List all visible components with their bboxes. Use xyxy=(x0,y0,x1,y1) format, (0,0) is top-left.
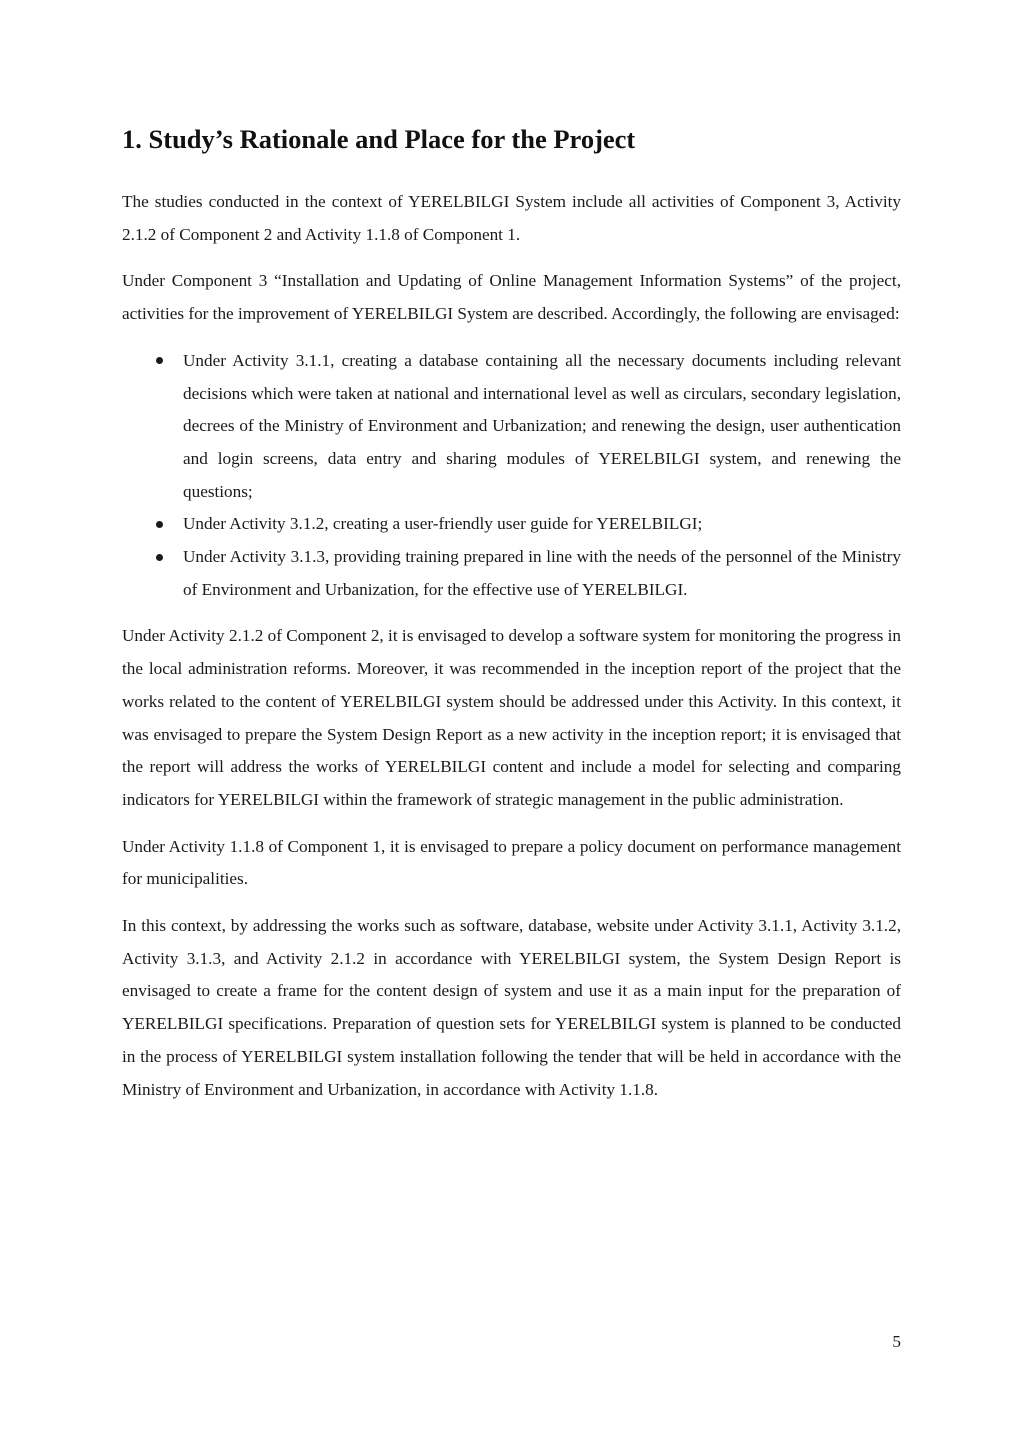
bullet-item-activity-3-1-3 xyxy=(122,541,901,606)
paragraph-intro: The studies conducted in the context of YERELBILGI System include all activities of Component 3, Activity 2.1.2 of Component 2 and Activity 1.1.8 of Component 1. xyxy=(122,192,901,244)
bullet-text: Under Activity 3.1.3, providing training prepared in line with the needs of the personnel of the Ministry of Environment and Urbanization, for the effective use of YERELBILGI. xyxy=(183,547,901,599)
paragraph-component-1: Under Activity 1.1.8 of Component 1, it is envisaged to prepare a policy document on performance management for municipalities. xyxy=(122,836,901,889)
paragraph-component-3: Under Component 3 “Installation and Updating of Online Management Information Systems” of the project, activities for the improvement of YERELBILGI System are described. Accordingly, the following are envisaged: xyxy=(122,271,901,324)
paragraph-component-2: Under Activity 2.1.2 of Component 2, it is envisaged to develop a software system for monitoring the progress in the local administration reforms. Moreover, it was recommended in the inception report of the project that the works related to the content of YERELBILGI system should be addressed under this Activity. In this context, it was envisaged to prepare the System Design Report as a new activity in the inception report; it is envisaged that the report will address the works of YERELBILGI content and include a model for selecting and comparing indicators for YERELBILGI within the framework of strategic management in the public administration. xyxy=(122,626,901,809)
paragraph-context: In this context, by addressing the works such as software, database, website under Activity 3.1.1, Activity 3.1.2, Activity 3.1.3, and Activity 2.1.2 in accordance with YERELBILGI system, the System Design Report is envisaged to create a frame for the content design of system and use it as a main input for the preparation of YERELBILGI specifications. Preparation of question sets for YERELBILGI system is planned to be conducted in the process of YERELBILGI system installation following the tender that will be held in accordance with the Ministry of Environment and Urbanization, in accordance with Activity 1.1.8. xyxy=(122,916,901,1099)
bullet-item-activity-3-1-1 xyxy=(122,345,901,509)
activity-bullet-list xyxy=(122,345,901,607)
bullet-text: Under Activity 3.1.1, creating a database containing all the necessary documents including relevant decisions which were taken at national and international level as well as circulars, secondary legislation, decrees of the Ministry of Environment and Urbanization; and renewing the design, user authentication and login screens, data entry and sharing modules of YERELBILGI system, and renewing the questions; xyxy=(183,350,901,501)
bullet-dot-icon xyxy=(156,357,163,364)
bullet-text: Under Activity 3.1.2, creating a user-friendly user guide for YERELBILGI; xyxy=(183,514,703,534)
section-heading: 1. Study’s Rationale and Place for the Project xyxy=(122,124,636,154)
bullet-dot-icon xyxy=(156,521,163,528)
bullet-item-activity-3-1-2 xyxy=(122,508,901,541)
page-number: 5 xyxy=(892,1332,901,1351)
bullet-dot-icon xyxy=(156,554,163,561)
document-page xyxy=(122,118,901,1120)
